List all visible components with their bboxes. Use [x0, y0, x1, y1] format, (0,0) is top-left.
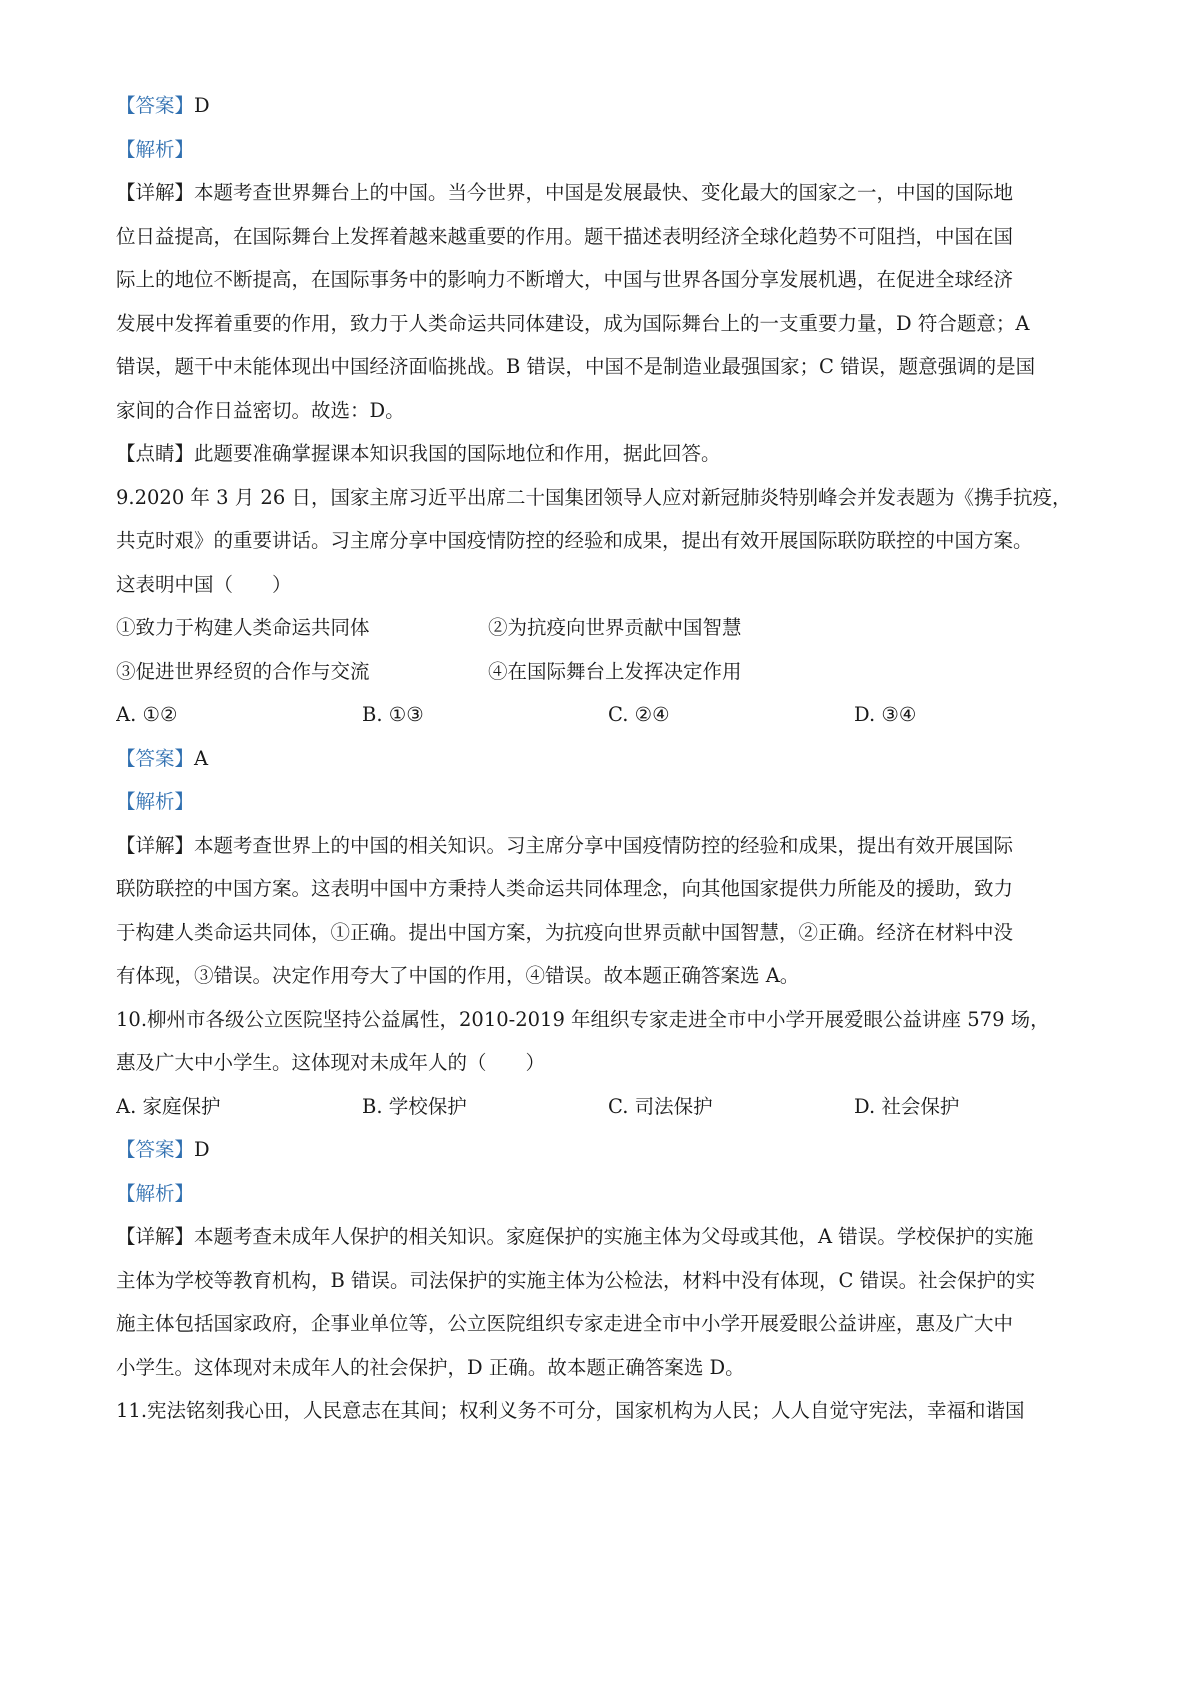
- q10-detail-line: 小学生。这体现对未成年人的社会保护，D 正确。故本题正确答案选 D。: [116, 1356, 745, 1379]
- q9-detail-line: 联防联控的中国方案。这表明中国中方秉持人类命运共同体理念，向其他国家提供力所能及的援助，致力: [116, 877, 1014, 900]
- option-c: C. ②④: [608, 703, 670, 726]
- statement-2: ②为抗疫向世界贡献中国智慧: [488, 616, 742, 639]
- q9-detail-line: 有体现，③错误。决定作用夸大了中国的作用，④错误。故本题正确答案选 A。: [116, 964, 800, 987]
- q9-analysis-tag: [116, 788, 1106, 815]
- q10-analysis-tag: [116, 1180, 1106, 1207]
- statement-1: ①致力于构建人类命运共同体: [116, 616, 370, 639]
- detail-text: 本题考查世界上的中国的相关知识。习主席分享中国疫情防控的经验和成果，提出有效开展国际: [194, 834, 1014, 857]
- q9-stem-line: 9.2020 年 3 月 26 日，国家主席习近平出席二十国集团领导人应对新冠肺炎特别峰会并发表题为《携手抗疫，: [116, 486, 1072, 509]
- analysis-tag: 【解析】: [116, 138, 195, 161]
- q10-detail-line: 主体为学校等教育机构，B 错误。司法保护的实施主体为公检法，材料中没有体现，C 错误。社会保护的实: [116, 1269, 1036, 1292]
- analysis-tag: 【解析】: [116, 790, 195, 813]
- answer-tag: 【答案】: [116, 94, 195, 117]
- detail-tag: 【详解】: [116, 1225, 195, 1248]
- statement-4: ④在国际舞台上发挥决定作用: [488, 660, 742, 683]
- option-a: A. ①②: [116, 703, 178, 726]
- q10-stem-line: 惠及广大中小学生。这体现对未成年人的（ ）: [116, 1051, 546, 1074]
- answer-value: D: [194, 94, 210, 117]
- analysis-tag: 【解析】: [116, 1182, 195, 1205]
- q9-statements-row: [116, 614, 1106, 641]
- tip-tag: 【点睛】: [116, 442, 195, 465]
- option-d: D. 社会保护: [854, 1095, 960, 1118]
- q8-detail-line: 位日益提高，在国际舞台上发挥着越来越重要的作用。题干描述表明经济全球化趋势不可阻挡，中国在国: [116, 225, 1014, 248]
- q10-options: [116, 1093, 1106, 1120]
- q9-stem-line: 这表明中国（ ）: [116, 573, 292, 596]
- answer-tag: 【答案】: [116, 747, 195, 770]
- detail-text: 本题考查未成年人保护的相关知识。家庭保护的实施主体为父母或其他，A 错误。学校保护的实施: [194, 1225, 1034, 1248]
- q10-answer: [116, 1136, 1106, 1163]
- q10-detail-line: [116, 1223, 1106, 1250]
- q8-detail-line: 发展中发挥着重要的作用，致力于人类命运共同体建设，成为国际舞台上的一支重要力量，D 符合题意；A: [116, 312, 1030, 335]
- q8-answer: [116, 92, 1106, 119]
- detail-tag: 【详解】: [116, 834, 195, 857]
- q9-statements-row: [116, 658, 1106, 685]
- q8-detail-line: [116, 179, 1106, 206]
- q8-analysis-tag: [116, 136, 1106, 163]
- option-d: D. ③④: [854, 703, 917, 726]
- statement-3: ③促进世界经贸的合作与交流: [116, 660, 370, 683]
- q8-detail-line: 际上的地位不断提高，在国际事务中的影响力不断增大，中国与世界各国分享发展机遇，在促进全球经济: [116, 268, 1014, 291]
- detail-text: 本题考查世界舞台上的中国。当今世界，中国是发展最快、变化最大的国家之一，中国的国际地: [194, 181, 1014, 204]
- answer-value: A: [194, 747, 209, 770]
- q11-stem-line: 11.宪法铭刻我心田，人民意志在其间；权利义务不可分，国家机构为人民；人人自觉守宪法，幸福和谐国: [116, 1399, 1025, 1422]
- q8-detail-line: 家间的合作日益密切。故选：D。: [116, 399, 405, 422]
- answer-value: D: [194, 1138, 210, 1161]
- q9-options: [116, 701, 1106, 728]
- option-c: C. 司法保护: [608, 1095, 713, 1118]
- q8-tip: [116, 440, 1106, 467]
- q9-detail-line: [116, 832, 1106, 859]
- q9-stem-line: 共克时艰》的重要讲话。习主席分享中国疫情防控的经验和成果，提出有效开展国际联防联控的中国方案。: [116, 529, 1033, 552]
- option-b: B. 学校保护: [362, 1095, 467, 1118]
- q9-answer: [116, 745, 1106, 772]
- q8-detail-line: 错误，题干中未能体现出中国经济面临挑战。B 错误，中国不是制造业最强国家；C 错误，题意强调的是国: [116, 355, 1036, 378]
- answer-tag: 【答案】: [116, 1138, 195, 1161]
- option-b: B. ①③: [362, 703, 424, 726]
- tip-text: 此题要准确掌握课本知识我国的国际地位和作用，据此回答。: [194, 442, 721, 465]
- q10-stem-line: 10.柳州市各级公立医院坚持公益属性，2010-2019 年组织专家走进全市中小学开展爱眼公益讲座 579 场，: [116, 1008, 1050, 1031]
- detail-tag: 【详解】: [116, 181, 195, 204]
- q10-detail-line: 施主体包括国家政府，企事业单位等，公立医院组织专家走进全市中小学开展爱眼公益讲座，惠及广大中: [116, 1312, 1014, 1335]
- option-a: A. 家庭保护: [116, 1095, 221, 1118]
- q9-detail-line: 于构建人类命运共同体，①正确。提出中国方案，为抗疫向世界贡献中国智慧，②正确。经济在材料中没: [116, 921, 1014, 944]
